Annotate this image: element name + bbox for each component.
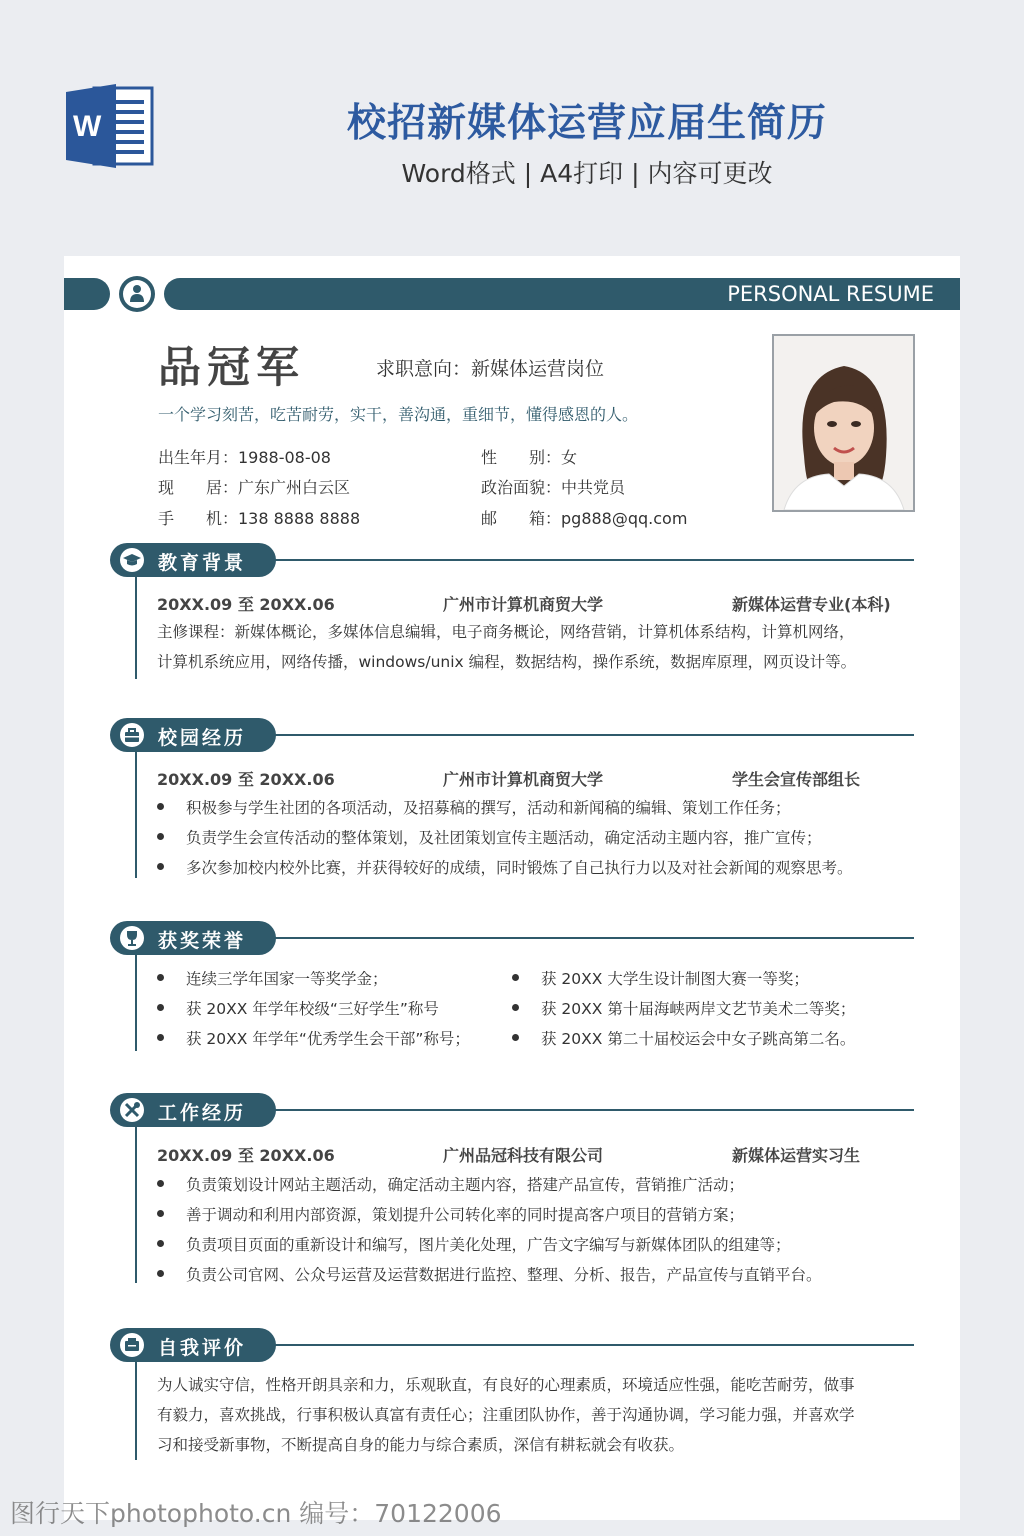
- section-header: [110, 718, 276, 752]
- info-phone: 手 机：138 8888 8888: [158, 509, 361, 528]
- section-title: 自我评价: [158, 1337, 247, 1359]
- bullet: [157, 1240, 164, 1247]
- education-org: 广州市计算机商贸大学: [443, 595, 604, 614]
- work-org: 广州品冠科技有限公司: [443, 1146, 604, 1165]
- section-timeline: [135, 1123, 137, 1283]
- list-item: [157, 967, 388, 989]
- section-header: [110, 1328, 276, 1362]
- word-doc-icon: [64, 80, 156, 172]
- bullet: [157, 1004, 164, 1011]
- list-item-text: 获 20XX 大学生设计制图大赛一等奖；: [541, 970, 809, 988]
- list-item-text: 获 20XX 第十届海峡两岸文艺节美术二等奖；: [541, 1000, 856, 1018]
- section-rule: [260, 734, 914, 736]
- candidate-name: 品冠军: [158, 343, 305, 393]
- section-campus: [110, 718, 914, 888]
- section-title: 教育背景: [158, 552, 247, 574]
- bullet: [157, 803, 164, 810]
- education-line-1: 主修课程：新媒体概论，多媒体信息编辑，电子商务概论，网络营销，计算机体系结构，计算机网络，: [157, 623, 855, 641]
- list-item: [157, 1263, 822, 1285]
- info-address: 现 居：广东广州白云区: [158, 478, 351, 497]
- section-header: [110, 1093, 276, 1127]
- campus-date: 20XX.09 至 20XX.06: [157, 770, 335, 789]
- section-awards: [110, 921, 914, 1061]
- svg-text:W: W: [73, 110, 102, 143]
- section-rule: [260, 1344, 914, 1346]
- section-self-evaluation: [110, 1328, 914, 1468]
- section-education: [110, 543, 914, 683]
- list-item-text: 获 20XX 第二十届校运会中女子跳高第二名。: [541, 1030, 856, 1048]
- list-item: [157, 796, 791, 818]
- education-role: 新媒体运营专业(本科): [732, 595, 891, 614]
- list-item-text: 多次参加校内校外比赛，并获得较好的成绩，同时锻炼了自己执行力以及对社会新闻的观察思考。: [186, 859, 853, 877]
- info-gender: 性 别：女: [481, 448, 578, 467]
- section-title: 获奖荣誉: [158, 930, 247, 952]
- section-rule: [260, 937, 914, 939]
- list-item-text: 善于调动和利用内部资源，策划提升公司转化率的同时提高客户项目的营销方案；: [186, 1206, 745, 1224]
- campus-role: 学生会宣传部组长: [732, 770, 861, 789]
- profile-photo: [772, 334, 915, 512]
- section-rule: [260, 1109, 914, 1111]
- bullet: [157, 1180, 164, 1187]
- list-item-text: 负责公司官网、公众号运营及运营数据进行监控、整理、分析、报告，产品宣传与直销平台。: [186, 1266, 822, 1284]
- section-rule: [260, 559, 914, 561]
- list-item: [512, 967, 809, 989]
- list-item: [157, 1027, 470, 1049]
- bullet: [157, 1270, 164, 1277]
- info-birth: 出生年月：1988-08-08: [158, 448, 331, 467]
- list-item-text: 获 20XX 年学年“优秀学生会干部”称号；: [186, 1030, 470, 1048]
- bullet: [157, 863, 164, 870]
- info-politics: 政治面貌：中共党员: [481, 478, 626, 497]
- list-item-text: 获 20XX 年学年校级“三好学生”称号: [186, 1000, 439, 1018]
- list-item: [157, 997, 439, 1019]
- list-item: [157, 856, 853, 878]
- bullet: [157, 833, 164, 840]
- personal-resume-banner: PERSONAL RESUME: [164, 278, 960, 310]
- list-item: [157, 1233, 791, 1255]
- page-title: 校招新媒体运营应届生简历: [346, 101, 827, 146]
- header-bar-left: [64, 278, 110, 310]
- bullet: [157, 1034, 164, 1041]
- motto: 一个学习刻苦，吃苦耐劳，实干，善沟通，重细节，懂得感恩的人。: [158, 405, 639, 424]
- section-header: [110, 921, 276, 955]
- section-title: 校园经历: [158, 727, 247, 749]
- trophy-icon: [120, 926, 144, 950]
- self-line-3: 习和接受新事物，不断提高自身的能力与综合素质，深信有耕耘就会有收获。: [157, 1436, 685, 1454]
- section-title: 工作经历: [158, 1102, 247, 1124]
- briefcase-icon: [120, 723, 144, 747]
- tools-icon: [120, 1098, 144, 1122]
- section-timeline: [135, 951, 137, 1051]
- info-email: 邮 箱：pg888@qq.com: [481, 509, 688, 528]
- job-intent: 求职意向：新媒体运营岗位: [376, 358, 605, 380]
- bullet: [512, 1004, 519, 1011]
- list-item-text: 负责策划设计网站主题活动，确定活动主题内容，搭建产品宣传，营销推广活动；: [186, 1176, 745, 1194]
- list-item: [512, 997, 855, 1019]
- section-timeline: [135, 573, 137, 679]
- comment-icon: [120, 1333, 144, 1357]
- list-item-text: 负责项目页面的重新设计和编写，图片美化处理，广告文字编写与新媒体团队的组建等；: [186, 1236, 791, 1254]
- section-header: [110, 543, 276, 577]
- section-work: [110, 1093, 914, 1293]
- section-timeline: [135, 1358, 137, 1460]
- education-date: 20XX.09 至 20XX.06: [157, 595, 335, 614]
- resume-sheet: [64, 256, 960, 1520]
- bullet: [157, 974, 164, 981]
- page-subtitle: Word格式 | A4打印 | 内容可更改: [401, 159, 773, 188]
- person-icon: [119, 276, 155, 312]
- work-role: 新媒体运营实习生: [732, 1146, 861, 1165]
- list-item: [157, 1203, 744, 1225]
- self-line-2: 有毅力，喜欢挑战，行事积极认真富有责任心；注重团队协作，善于沟通协调，学习能力强，并喜欢学: [157, 1406, 855, 1424]
- list-item-text: 负责学生会宣传活动的整体策划，及社团策划宣传主题活动，确定活动主题内容，推广宣传；: [186, 829, 822, 847]
- bullet: [157, 1210, 164, 1217]
- list-item-text: 连续三学年国家一等奖学金；: [186, 970, 388, 988]
- list-item: [157, 1173, 744, 1195]
- section-timeline: [135, 748, 137, 878]
- campus-org: 广州市计算机商贸大学: [443, 770, 604, 789]
- list-item: [157, 826, 822, 848]
- graduation-cap-icon: [120, 548, 144, 572]
- self-line-1: 为人诚实守信，性格开朗具亲和力，乐观耿直，有良好的心理素质，环境适应性强，能吃苦耐劳，做事: [157, 1376, 855, 1394]
- work-date: 20XX.09 至 20XX.06: [157, 1146, 335, 1165]
- education-line-2: 计算机系统应用，网络传播，windows/unix 编程，数据结构，操作系统，数据库原理，网页设计等。: [157, 653, 857, 671]
- bullet: [512, 974, 519, 981]
- watermark: 图行天下photophoto.cn 编号：70122006: [10, 1499, 502, 1528]
- list-item-text: 积极参与学生社团的各项活动，及招募稿的撰写，活动和新闻稿的编辑、策划工作任务；: [186, 799, 791, 817]
- list-item: [512, 1027, 855, 1049]
- bullet: [512, 1034, 519, 1041]
